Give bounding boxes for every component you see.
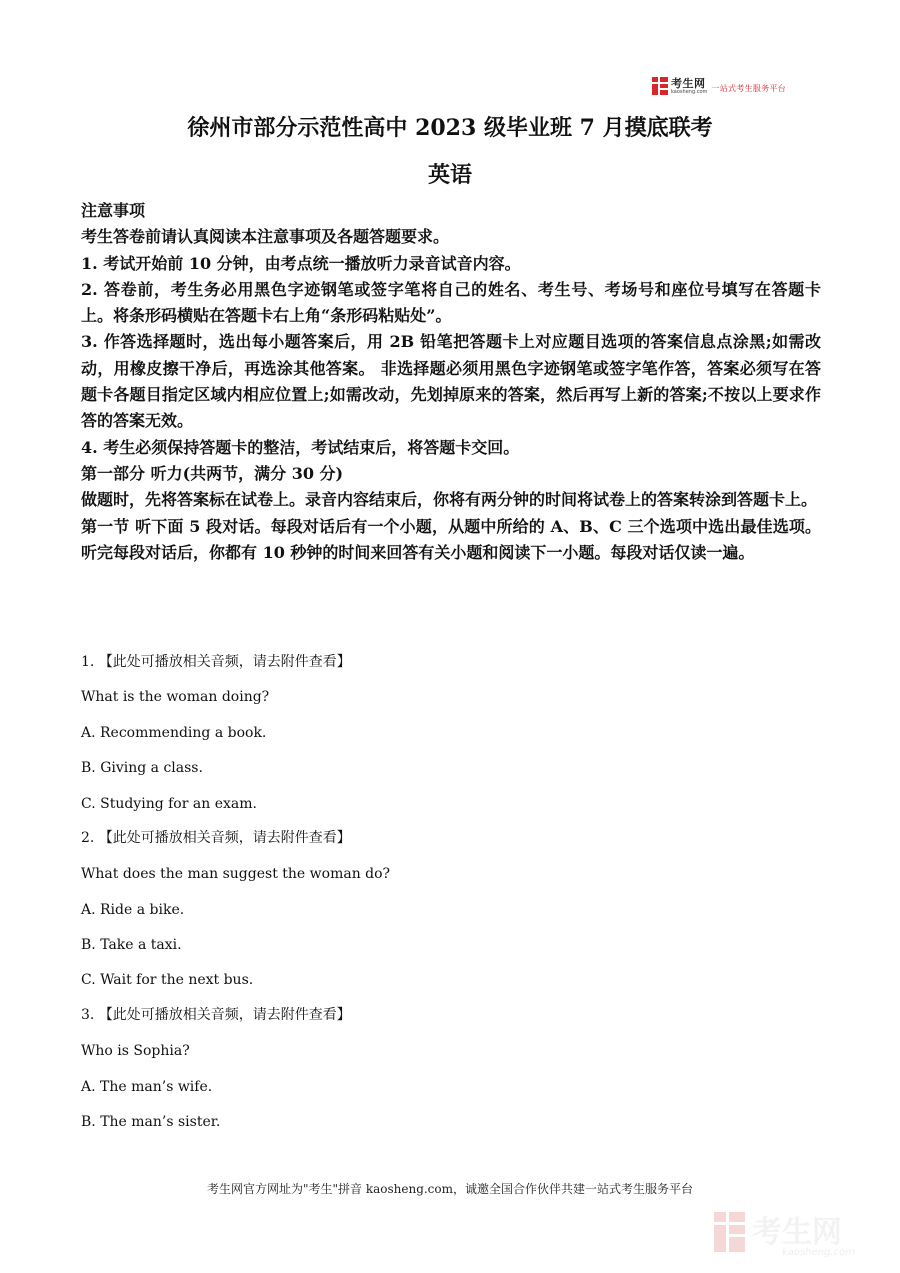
notice-item: 1. 考试开始前 10 分钟，由考点统一播放听力录音试音内容。 — [81, 253, 521, 273]
option: B. Giving a class. — [81, 760, 203, 776]
watermark-domain: kaosheng.com — [782, 1247, 855, 1258]
notice-item: 3. 作答选择题时，选出每小题答案后，用 2B 铅笔把答题卡上对应题目选项的答案信息点涂黑;如需改动，用橡皮擦干净后，再选涂其他答案。 非选择题必须用黑色字迹钢笔或签字笔作答，答案必须写在答题卡各题目指定区域内相应位置上;如需改动，先划掉原来的答案，然后再写上新的答案;不按以上要求作答的答案无效。 — [81, 332, 821, 431]
instructions-block — [81, 198, 821, 566]
audio-placeholder[interactable]: 1. 【此处可播放相关音频，请去附件查看】 — [81, 654, 351, 670]
subject-title: 英语 — [427, 162, 472, 188]
logo-mark-icon — [652, 77, 668, 95]
option: C. Wait for the next bus. — [81, 972, 254, 988]
logo-text: 考生网 — [671, 76, 706, 90]
question-stem: What does the man suggest the woman do? — [81, 866, 391, 882]
option: A. Ride a bike. — [81, 902, 185, 918]
question-stem: What is the woman doing? — [81, 689, 270, 705]
option: C. Studying for an exam. — [81, 796, 257, 812]
question-stem: Who is Sophia? — [81, 1043, 190, 1059]
logo-domain: kaosheng.com — [671, 88, 708, 95]
option: A. Recommending a book. — [81, 725, 267, 741]
watermark-logo — [712, 1206, 882, 1258]
part-heading: 第一部分 听力(共两节，满分 30 分) — [81, 463, 344, 483]
option: A. The man’s wife. — [81, 1079, 213, 1095]
notice-item: 4. 考生必须保持答题卡的整洁，考试结束后，将答题卡交回。 — [81, 437, 520, 457]
notice-intro: 考生答卷前请认真阅读本注意事项及各题答题要求。 — [81, 227, 450, 247]
section-instruction: 第一节 听下面 5 段对话。每段对话后有一个小题，从题中所给的 A、B、C 三个选项中选出最佳选项。听完每段对话后，你都有 10 秒钟的时间来回答有关小题和阅读下一小题。每段对话仅读一遍。 — [81, 516, 821, 562]
option: B. The man’s sister. — [81, 1114, 221, 1130]
audio-placeholder[interactable]: 2. 【此处可播放相关音频，请去附件查看】 — [81, 830, 351, 846]
page-title: 徐州市部分示范性高中 2023 级毕业班 7 月摸底联考 — [187, 115, 713, 141]
notice-heading: 注意事项 — [81, 201, 146, 220]
watermark-text: 考生网 — [752, 1215, 842, 1250]
header-logo — [652, 74, 786, 98]
notice-item: 2. 答卷前，考生务必用黑色字迹钢笔或签字笔将自己的姓名、考生号、考场号和座位号填写在答题卡上。将条形码横贴在答题卡右上角“条形码粘贴处”。 — [81, 279, 821, 326]
option: B. Take a taxi. — [81, 937, 182, 953]
page-footer: 考生网官方网址为"考生"拼音 kaosheng.com，诚邀全国合作伙伴共建一站式考生服务平台 — [206, 1182, 694, 1196]
part-instruction: 做题时，先将答案标在试卷上。录音内容结束后，你将有两分钟的时间将试卷上的答案转涂到答题卡上。 — [81, 490, 818, 510]
logo-slogan: 一站式考生服务平台 — [711, 83, 787, 93]
audio-placeholder[interactable]: 3. 【此处可播放相关音频，请去附件查看】 — [81, 1007, 351, 1023]
